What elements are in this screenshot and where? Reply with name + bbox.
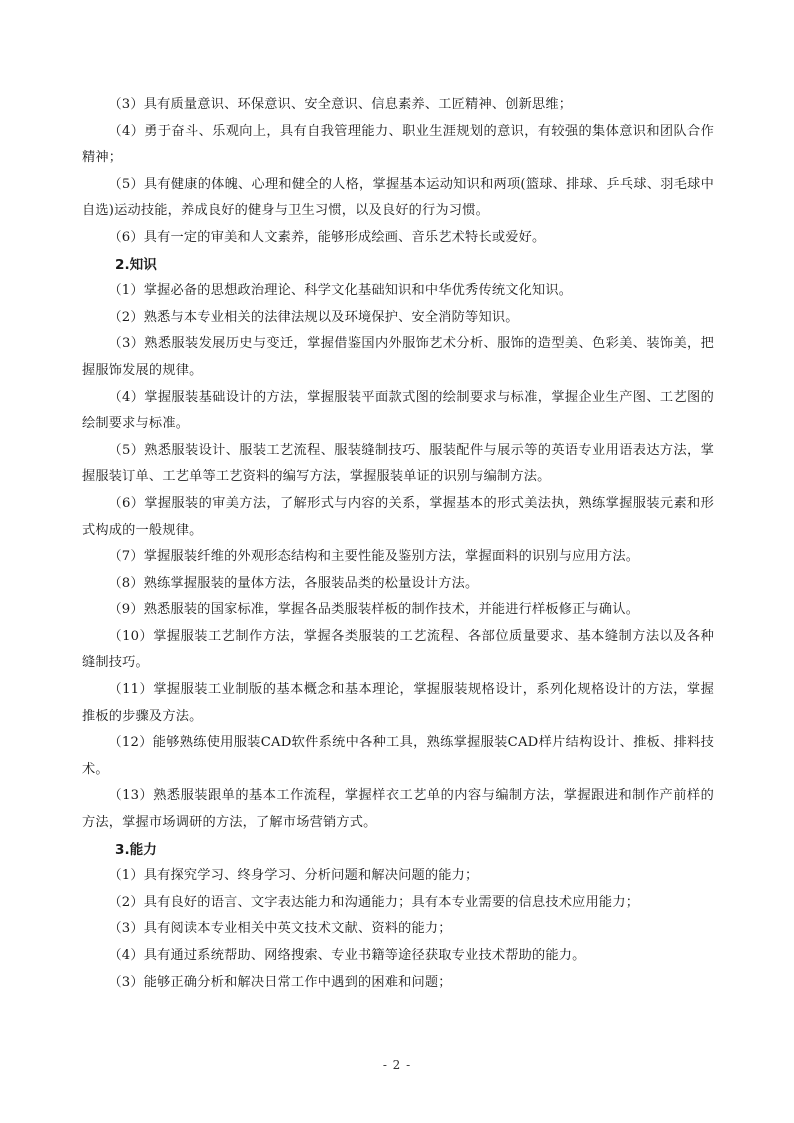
knowledge-heading: 2.知识: [115, 256, 157, 273]
page-content: [82, 92, 714, 996]
knowledge-item-10: （10）掌握服装工艺制作方法，掌握各类服装的工艺流程、各部位质量要求、基本缝制方法以及各种缝制技巧。: [82, 628, 714, 671]
knowledge-item-1: （1）掌握必备的思想政治理论、科学文化基础知识和中华优秀传统文化知识。: [108, 283, 573, 299]
knowledge-item-11: （11）掌握服装工业制版的基本概念和基本理论，掌握服装规格设计，系列化规格设计的方法，掌握推板的步骤及方法。: [82, 682, 714, 724]
knowledge-item-4: （4）掌握服装基础设计的方法，掌握服装平面款式图的绘制要求与标准，掌握企业生产图、工艺图的绘制要求与标准。: [82, 389, 714, 432]
knowledge-item-8: （8）熟练掌握服装的量体方法，各服装品类的松量设计方法。: [108, 575, 479, 591]
quality-item-4: （4）勇于奋斗、乐观向上，具有自我管理能力、职业生涯规划的意识，有较强的集体意识和团队合作精神；: [82, 123, 714, 166]
knowledge-item-13: （13）熟悉服装跟单的基本工作流程，掌握样衣工艺单的内容与编制方法，掌握跟进和制作产前样的方法，掌握市场调研的方法，了解市场营销方式。: [82, 788, 714, 831]
knowledge-item-5: （5）熟悉服装设计、服装工艺流程、服装缝制技巧、服装配件与展示等的英语专业用语表达方法，掌握服装订单、工艺单等工艺资料的编写方法，掌握服装单证的识别与编制方法。: [82, 442, 714, 485]
page-number: - 2 -: [382, 1058, 412, 1072]
ability-item-1: （1）具有探究学习、终身学习、分析问题和解决问题的能力；: [108, 868, 479, 884]
knowledge-item-2: （2）熟悉与本专业相关的法律法规以及环境保护、安全消防等知识。: [108, 309, 519, 325]
knowledge-item-12: （12）能够熟练使用服装CAD软件系统中各种工具，熟练掌握服装CAD样片结构设计、推板、排料技术。: [82, 735, 714, 777]
ability-heading: 3.能力: [115, 841, 157, 858]
ability-item-5: （3）能够正确分析和解决日常工作中遇到的困难和问题；: [108, 974, 452, 990]
quality-item-5: （5）具有健康的体魄、心理和健全的人格，掌握基本运动知识和两项(篮球、排球、乒乓球、羽毛球中自选)运动技能，养成良好的健身与卫生习惯，以及良好的行为习惯。: [82, 176, 714, 219]
knowledge-item-9: （9）熟悉服装的国家标准，掌握各品类服装样板的制作技术，并能进行样板修正与确认。: [108, 602, 640, 618]
ability-item-4: （4）具有通过系统帮助、网络搜索、专业书籍等途径获取专业技术帮助的能力。: [108, 948, 586, 963]
quality-item-3: （3）具有质量意识、环保意识、安全意识、信息素养、工匠精神、创新思维；: [108, 97, 573, 112]
knowledge-item-7: （7）掌握服装纤维的外观形态结构和主要性能及鉴别方法，掌握面料的识别与应用方法。: [108, 549, 640, 565]
knowledge-item-6: （6）掌握服装的审美方法，了解形式与内容的关系，掌握基本的形式美法执，熟练掌握服装元素和形式构成的一般规律。: [82, 495, 714, 538]
ability-item-3: （3）具有阅读本专业相关中英文技术文献、资料的能力；: [108, 921, 452, 937]
knowledge-item-3: （3）熟悉服装发展历史与变迁，掌握借鉴国内外服饰艺术分析、服饰的造型美、色彩美、装饰美，把握服饰发展的规律。: [82, 336, 714, 378]
ability-item-2: （2）具有良好的语言、文字表达能力和沟通能力；具有本专业需要的信息技术应用能力；: [108, 894, 640, 910]
quality-item-6: （6）具有一定的审美和人文素养，能够形成绘画、音乐艺术特长或爱好。: [108, 229, 546, 245]
